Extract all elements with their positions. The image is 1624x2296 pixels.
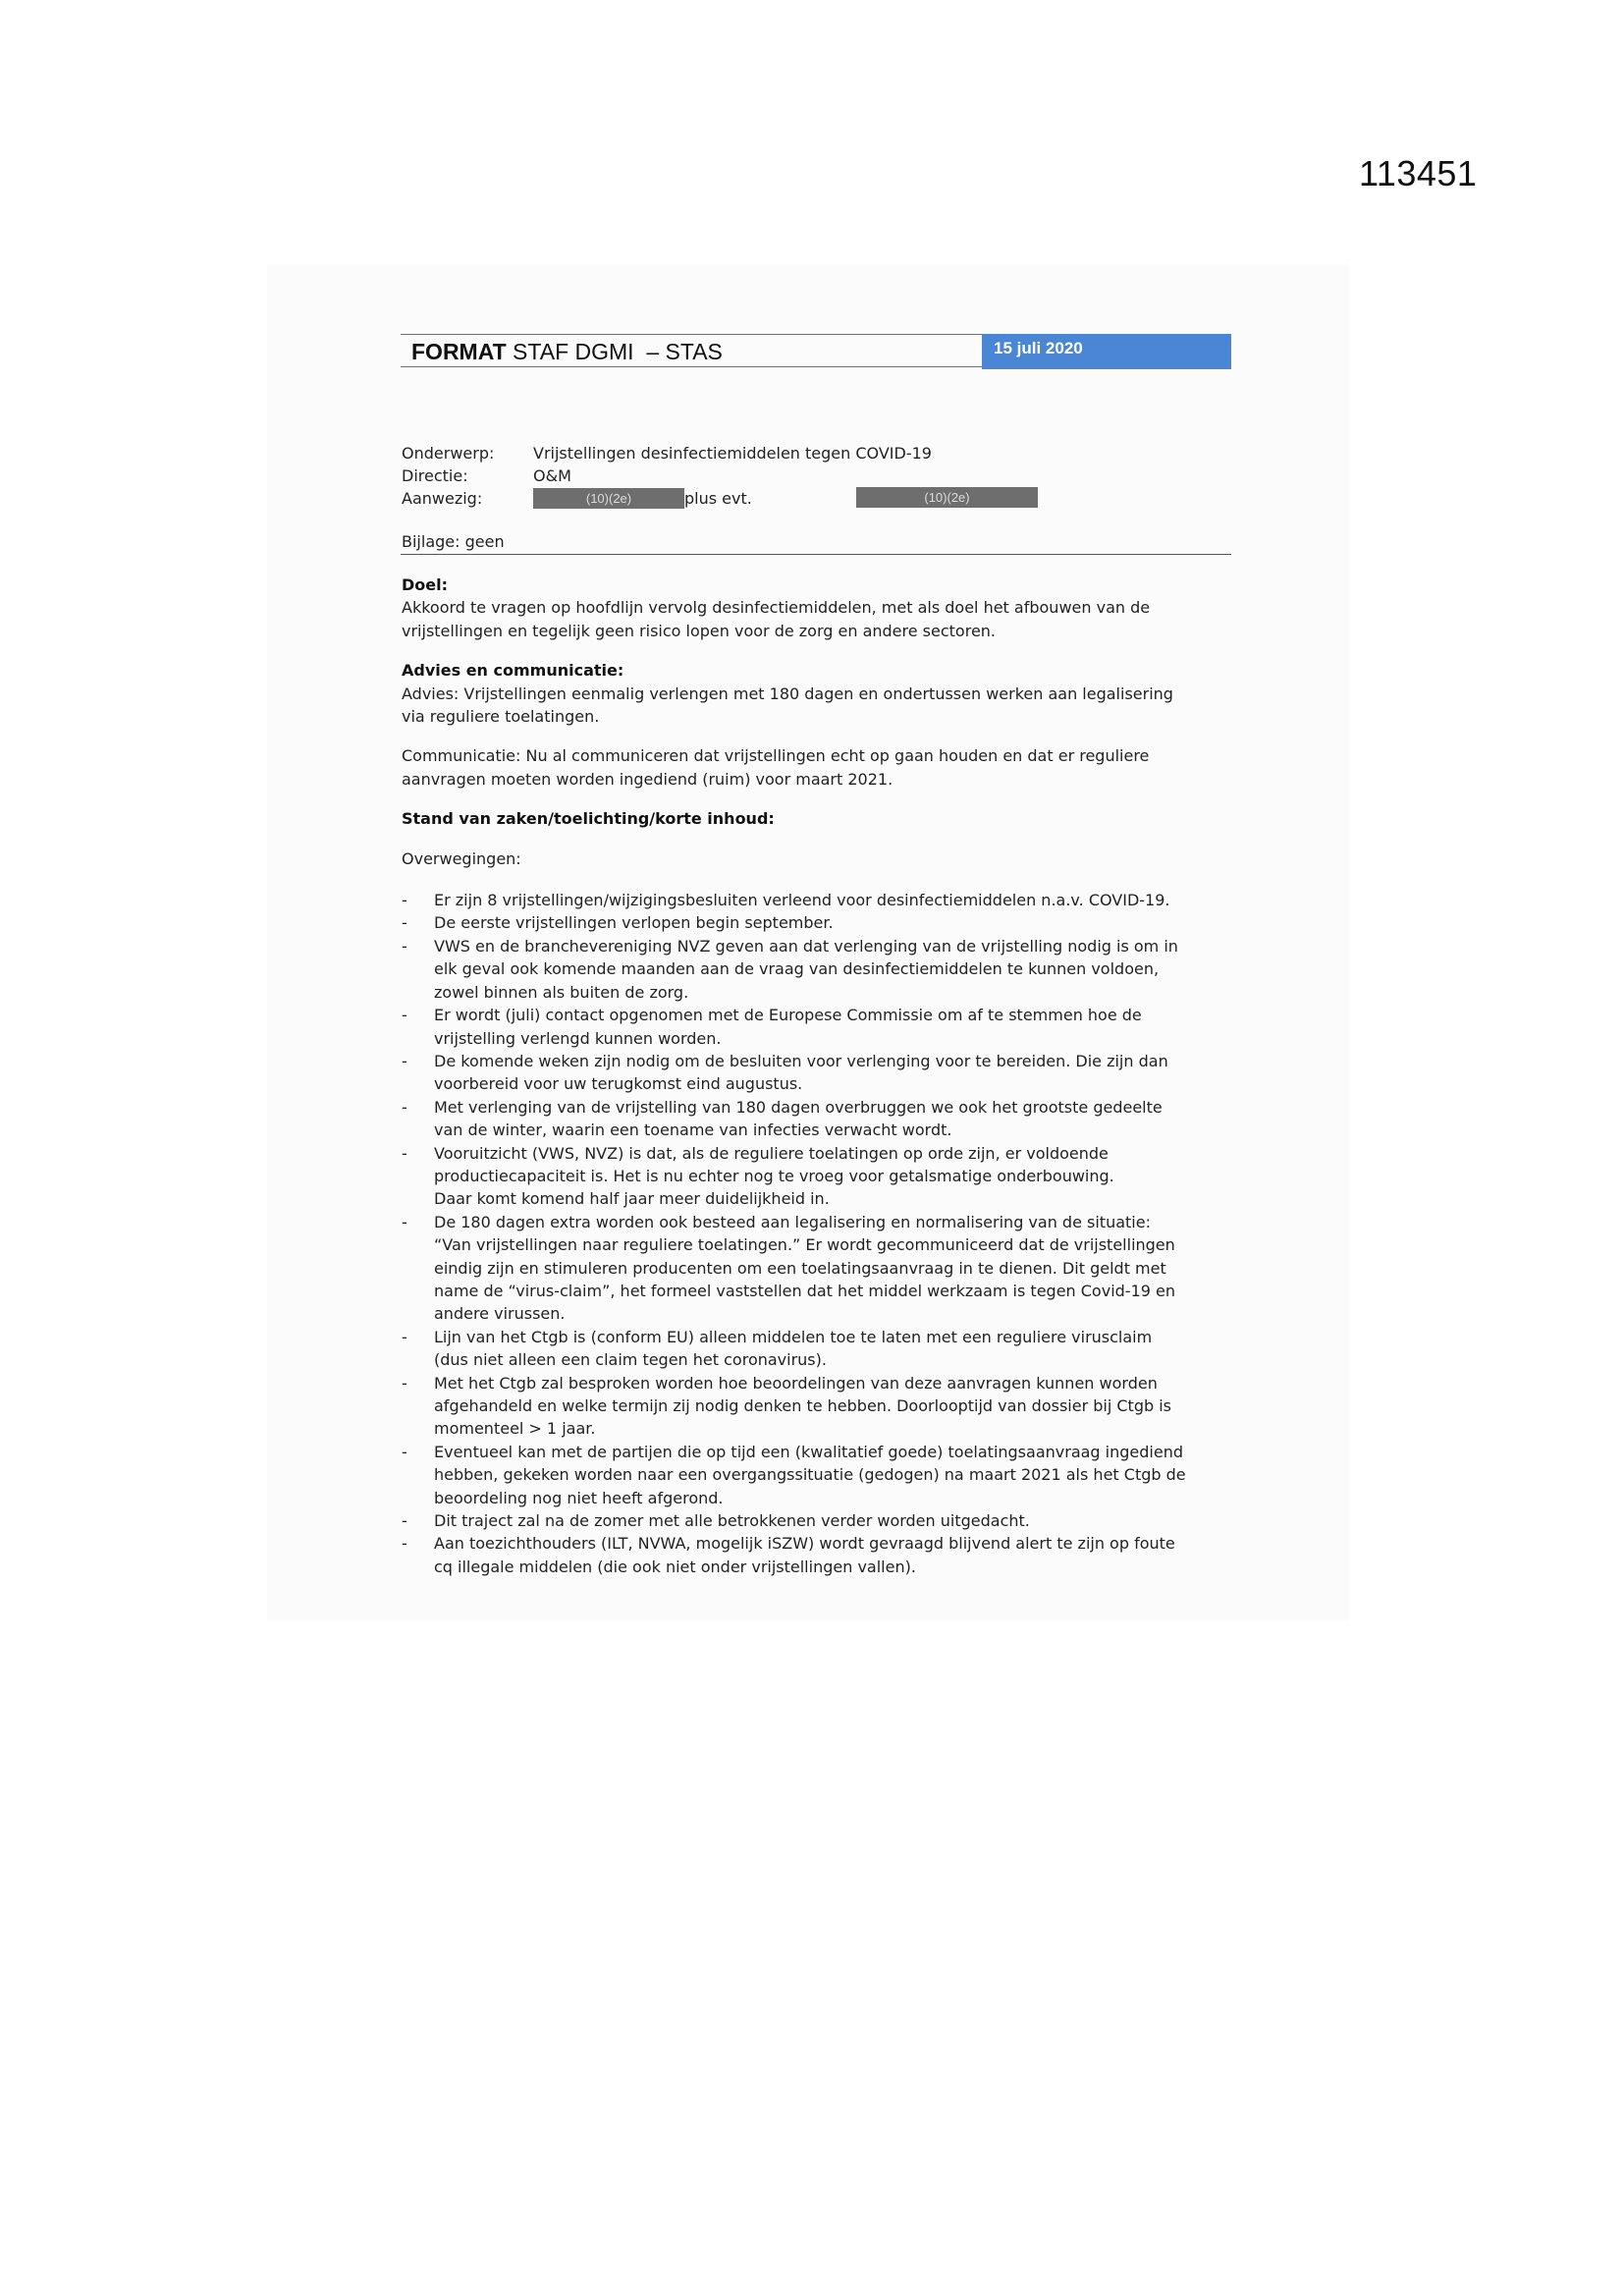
onderwerp-value: Vrijstellingen desinfectiemiddelen tegen COVID-19 [533, 444, 932, 463]
bullet-dash: - [402, 1511, 407, 1531]
list-item-line: VWS en de branchevereniging NVZ geven aan dat verlenging van de vrijstelling nodig is om in [434, 936, 1178, 956]
overwegingen-label: Overwegingen: [402, 848, 521, 868]
doel-line: Akkoord te vragen op hoofdlijn vervolg desinfectiemiddelen, met als doel het afbouwen van de [402, 598, 1151, 618]
bullet-dash: - [402, 1051, 407, 1070]
list-item-line: “Van vrijstellingen naar reguliere toelatingen.” Er wordt gecommuniceerd dat de vrijstellingen [434, 1235, 1175, 1255]
list-item-line: beoordeling nog niet heeft afgerond. [434, 1488, 724, 1507]
list-item [402, 1532, 1236, 1578]
bullet-dash: - [402, 1442, 407, 1461]
communicatie-line: Communicatie: Nu al communiceren dat vrijstellingen echt op gaan houden en dat er reguliere [402, 746, 1150, 766]
list-item-line: momenteel > 1 jaar. [434, 1419, 596, 1439]
list-item [402, 1326, 1236, 1372]
onderwerp-label: Onderwerp: [402, 444, 495, 463]
aanwezig-label: Aanwezig: [402, 489, 483, 508]
bullet-dash: - [402, 1327, 407, 1346]
bullet-dash: - [402, 913, 407, 933]
list-item-line: Er wordt (juli) contact opgenomen met de Europese Commissie om af te stemmen hoe de [434, 1006, 1142, 1025]
list-item-line: Er zijn 8 vrijstellingen/wijzigingsbesluiten verleend voor desinfectiemiddelen n.a.v. COVID-19. [434, 891, 1170, 910]
list-item-line: Lijn van het Ctgb is (conform EU) alleen middelen toe te laten met een reguliere virusclaim [434, 1327, 1153, 1346]
list-item-line: De eerste vrijstellingen verlopen begin september. [434, 913, 834, 933]
bullet-dash: - [402, 1006, 407, 1025]
bullet-dash: - [402, 1534, 407, 1554]
list-item-line: name de “virus-claim”, het formeel vaststellen dat het middel werkzaam is tegen Covid-19 en [434, 1281, 1175, 1300]
plus-evt-text: plus evt. [684, 489, 752, 508]
list-item [402, 1142, 1236, 1211]
divider [401, 554, 1231, 555]
format-header [401, 334, 1231, 369]
advies-line: via reguliere toelatingen. [402, 707, 600, 727]
format-title-bold: FORMAT [411, 339, 507, 364]
redaction-box: (10)(2e) [856, 487, 1038, 508]
bijlage-line: Bijlage: geen [402, 532, 505, 551]
list-item [402, 1509, 1236, 1532]
list-item-line: cq illegale middelen (die ook niet onder vrijstellingen vallen). [434, 1557, 916, 1576]
advies-line: Advies: Vrijstellingen eenmalig verlengen met 180 dagen en ondertussen werken aan legalisering [402, 683, 1173, 703]
list-item-line: van de winter, waarin een toename van infecties verwacht wordt. [434, 1121, 952, 1140]
list-item [402, 1441, 1236, 1509]
bullet-dash: - [402, 1212, 407, 1231]
list-item-line: Met verlenging van de vrijstelling van 180 dagen overbruggen we ook het grootste gedeelte [434, 1097, 1163, 1117]
format-title-rest: STAF DGMI – STAS [506, 339, 723, 364]
list-item-line: Aan toezichthouders (ILT, NVWA, mogelijk iSZW) wordt gevraagd blijvend alert te zijn op foute [434, 1534, 1175, 1554]
list-item-line: productiecapaciteit is. Het is nu echter nog te vroeg voor getalsmatige onderbouwing. [434, 1166, 1114, 1185]
list-item [402, 1050, 1236, 1096]
list-item-line: Met het Ctgb zal besproken worden hoe beoordelingen van deze aanvragen kunnen worden [434, 1373, 1158, 1393]
list-item-line: De 180 dagen extra worden ook besteed aan legalisering en normalisering van de situatie: [434, 1212, 1151, 1231]
list-item-line: zowel binnen als buiten de zorg. [434, 982, 689, 1002]
doel-heading: Doel: [402, 575, 449, 594]
document-number: 113451 [1359, 153, 1478, 193]
header-date: 15 juli 2020 [982, 334, 1231, 369]
list-item-line: Vooruitzicht (VWS, NVZ) is dat, als de reguliere toelatingen op orde zijn, er voldoende [434, 1143, 1109, 1163]
list-item-line: Daar komt komend half jaar meer duidelijkheid in. [434, 1189, 830, 1209]
list-item [402, 889, 1236, 911]
list-item-line: voorbereid voor uw terugkomst eind augustus. [434, 1074, 803, 1094]
list-item-line: andere virussen. [434, 1304, 566, 1324]
bullet-dash: - [402, 1143, 407, 1163]
directie-label: Directie: [402, 466, 468, 485]
bullet-dash: - [402, 1097, 407, 1117]
considerations-list [402, 889, 1236, 1578]
list-item-line: elk geval ook komende maanden aan de vraag van desinfectiemiddelen te kunnen voldoen, [434, 959, 1160, 979]
list-item-line: De komende weken zijn nodig om de besluiten voor verlenging voor te bereiden. Die zijn dan [434, 1051, 1168, 1070]
communicatie-line: aanvragen moeten worden ingediend (ruim) voor maart 2021. [402, 769, 893, 789]
list-item-line: Eventueel kan met de partijen die op tijd een (kwalitatief goede) toelatingsaanvraag ingediend [434, 1442, 1183, 1461]
document-body [402, 574, 1236, 1578]
list-item [402, 1372, 1236, 1441]
format-title [401, 334, 982, 367]
list-item [402, 1211, 1236, 1326]
bullet-dash: - [402, 936, 407, 956]
list-item [402, 1096, 1236, 1142]
list-item [402, 911, 1236, 934]
advies-heading: Advies en communicatie: [402, 661, 624, 681]
doel-line: vrijstellingen en tegelijk geen risico lopen voor de zorg en andere sectoren. [402, 621, 997, 640]
directie-value: O&M [533, 466, 571, 485]
stand-heading: Stand van zaken/toelichting/korte inhoud: [402, 809, 775, 829]
list-item [402, 1004, 1236, 1050]
redaction-box: (10)(2e) [533, 488, 684, 509]
list-item-line: afgehandeld en welke termijn zij nodig denken te hebben. Doorlooptijd van dossier bij Ctgb is [434, 1396, 1171, 1415]
list-item-line: hebben, gekeken worden naar een overgangssituatie (gedogen) na maart 2021 als het Ctgb de [434, 1465, 1186, 1485]
bullet-dash: - [402, 891, 407, 910]
list-item-line: (dus niet alleen een claim tegen het coronavirus). [434, 1350, 827, 1370]
list-item [402, 935, 1236, 1004]
bullet-dash: - [402, 1373, 407, 1393]
list-item-line: Dit traject zal na de zomer met alle betrokkenen verder worden uitgedacht. [434, 1511, 1030, 1531]
list-item-line: eindig zijn en stimuleren producenten om een toelatingsaanvraag in te dienen. Dit geldt met [434, 1258, 1166, 1278]
list-item-line: vrijstelling verlengd kunnen worden. [434, 1028, 722, 1048]
